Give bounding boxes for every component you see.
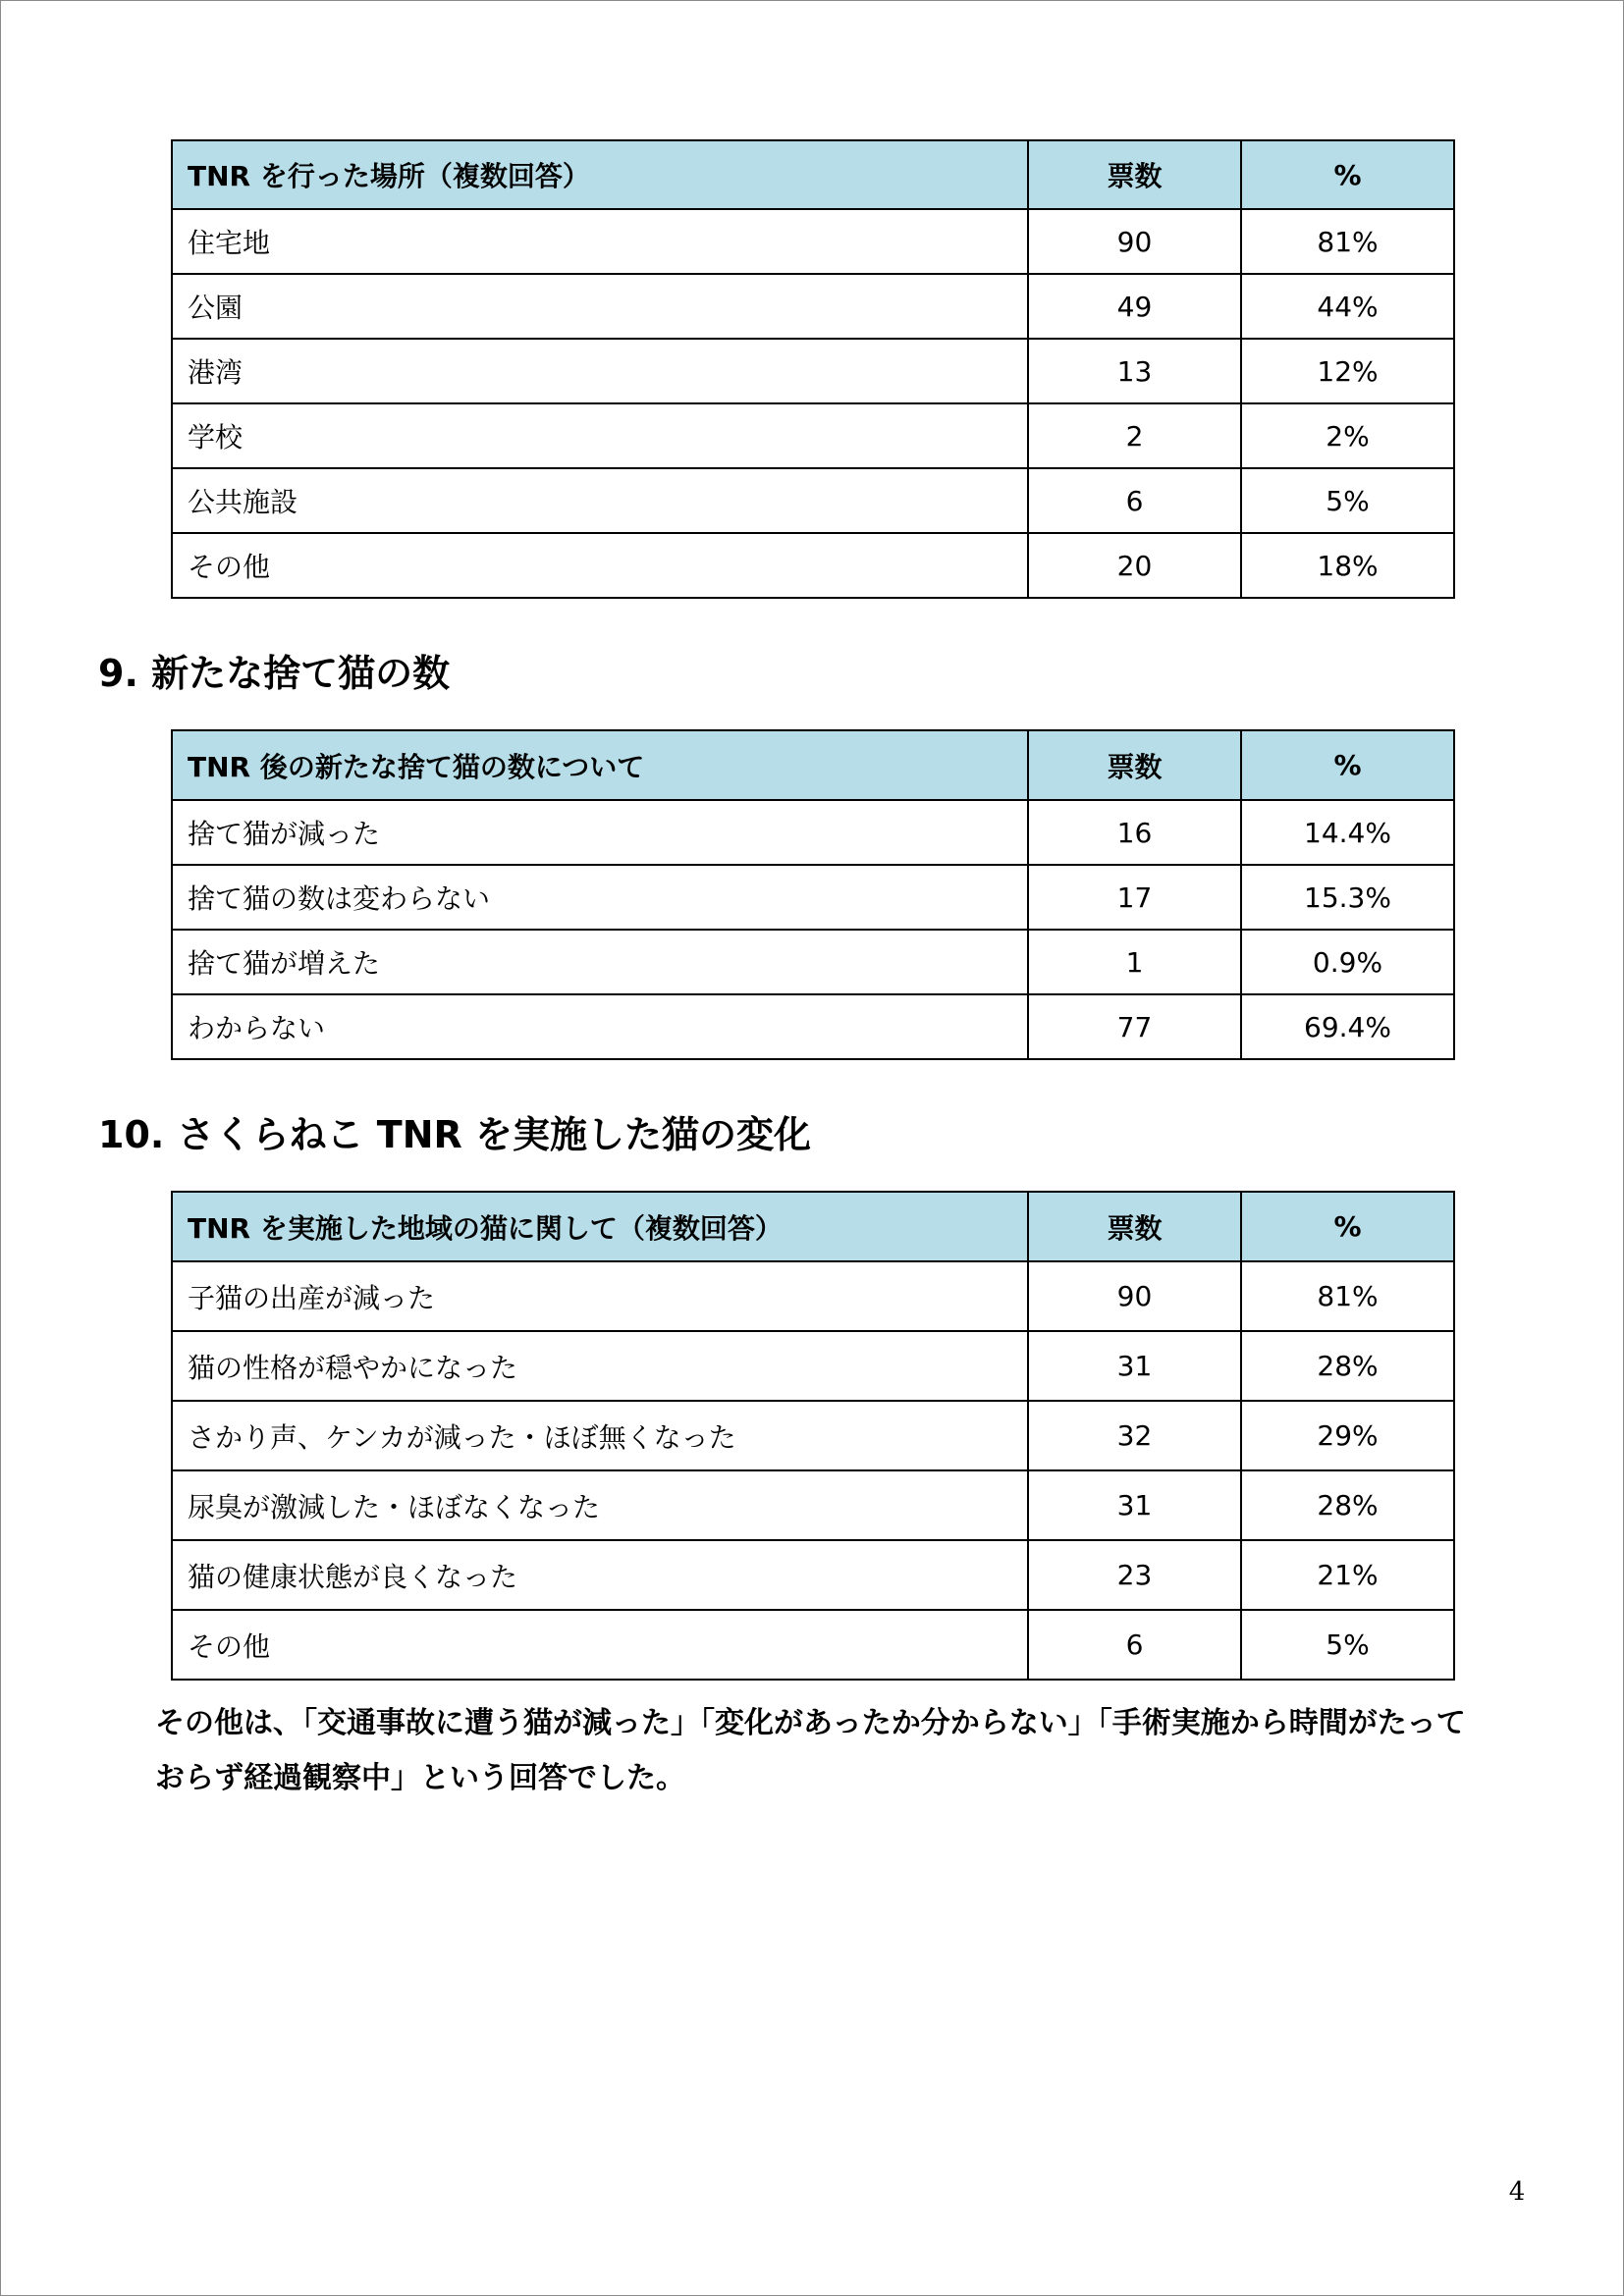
table-row — [172, 1470, 1454, 1540]
row-percent: 29% — [1241, 1401, 1454, 1470]
table-header-row — [172, 140, 1454, 209]
row-label: 学校 — [172, 403, 1028, 468]
table-row — [172, 865, 1454, 930]
row-percent: 15.3% — [1241, 865, 1454, 930]
table-row — [172, 339, 1454, 403]
row-label: さかり声、ケンカが減った・ほぼ無くなった — [172, 1401, 1028, 1470]
row-percent: 0.9% — [1241, 930, 1454, 994]
table-row — [172, 209, 1454, 274]
row-percent: 12% — [1241, 339, 1454, 403]
column-header-votes: 票数 — [1028, 140, 1241, 209]
row-label: 捨て猫の数は変わらない — [172, 865, 1028, 930]
row-percent: 28% — [1241, 1470, 1454, 1540]
table-header-row — [172, 1192, 1454, 1261]
column-header-item: TNR を行った場所（複数回答） — [172, 140, 1028, 209]
table-row — [172, 1261, 1454, 1331]
row-percent: 5% — [1241, 468, 1454, 533]
row-percent: 81% — [1241, 1261, 1454, 1331]
table-row — [172, 1610, 1454, 1680]
section-10-heading: 10. さくらねこ TNR を実施した猫の変化 — [98, 1113, 811, 1156]
row-percent: 81% — [1241, 209, 1454, 274]
note-paragraph: その他は、「交通事故に遭う猫が減った」「変化があったか分からない」「手術実施から時間がたっておらず経過観察中」という回答でした。 — [155, 1706, 1466, 1795]
row-votes: 49 — [1028, 274, 1241, 339]
row-votes: 2 — [1028, 403, 1241, 468]
row-percent: 28% — [1241, 1331, 1454, 1401]
row-label: その他 — [172, 533, 1028, 598]
row-percent: 44% — [1241, 274, 1454, 339]
row-votes: 90 — [1028, 1261, 1241, 1331]
row-percent: 69.4% — [1241, 994, 1454, 1059]
row-votes: 1 — [1028, 930, 1241, 994]
row-label: 猫の性格が穏やかになった — [172, 1331, 1028, 1401]
row-label: 尿臭が激減した・ほぼなくなった — [172, 1470, 1028, 1540]
row-votes: 32 — [1028, 1401, 1241, 1470]
row-label: 住宅地 — [172, 209, 1028, 274]
row-percent: 2% — [1241, 403, 1454, 468]
row-percent: 21% — [1241, 1540, 1454, 1610]
table-row — [172, 468, 1454, 533]
row-votes: 16 — [1028, 800, 1241, 865]
column-header-item: TNR を実施した地域の猫に関して（複数回答） — [172, 1192, 1028, 1261]
table-row — [172, 994, 1454, 1059]
row-votes: 6 — [1028, 468, 1241, 533]
page-number: 4 — [1508, 2177, 1526, 2207]
row-label: 港湾 — [172, 339, 1028, 403]
row-percent: 18% — [1241, 533, 1454, 598]
row-votes: 90 — [1028, 209, 1241, 274]
table-row — [172, 1540, 1454, 1610]
table-row — [172, 274, 1454, 339]
column-header-percent: % — [1241, 730, 1454, 800]
column-header-item: TNR 後の新たな捨て猫の数について — [172, 730, 1028, 800]
table-row — [172, 930, 1454, 994]
row-label: わからない — [172, 994, 1028, 1059]
row-votes: 31 — [1028, 1470, 1241, 1540]
table-abandoned-cats — [171, 729, 1455, 1060]
table-row — [172, 800, 1454, 865]
row-label: その他 — [172, 1610, 1028, 1680]
row-votes: 20 — [1028, 533, 1241, 598]
table-row — [172, 1331, 1454, 1401]
column-header-percent: % — [1241, 1192, 1454, 1261]
row-percent: 14.4% — [1241, 800, 1454, 865]
table-row — [172, 533, 1454, 598]
row-votes: 77 — [1028, 994, 1241, 1059]
row-votes: 31 — [1028, 1331, 1241, 1401]
row-votes: 23 — [1028, 1540, 1241, 1610]
section-9-heading: 9. 新たな捨て猫の数 — [98, 652, 451, 695]
column-header-votes: 票数 — [1028, 1192, 1241, 1261]
row-votes: 17 — [1028, 865, 1241, 930]
column-header-percent: % — [1241, 140, 1454, 209]
table-tnr-locations — [171, 139, 1455, 599]
row-votes: 13 — [1028, 339, 1241, 403]
row-label: 公園 — [172, 274, 1028, 339]
column-header-votes: 票数 — [1028, 730, 1241, 800]
row-percent: 5% — [1241, 1610, 1454, 1680]
row-votes: 6 — [1028, 1610, 1241, 1680]
row-label: 捨て猫が増えた — [172, 930, 1028, 994]
row-label: 猫の健康状態が良くなった — [172, 1540, 1028, 1610]
table-header-row — [172, 730, 1454, 800]
row-label: 子猫の出産が減った — [172, 1261, 1028, 1331]
table-cat-changes — [171, 1191, 1455, 1681]
table-row — [172, 1401, 1454, 1470]
row-label: 公共施設 — [172, 468, 1028, 533]
row-label: 捨て猫が減った — [172, 800, 1028, 865]
table-row — [172, 403, 1454, 468]
